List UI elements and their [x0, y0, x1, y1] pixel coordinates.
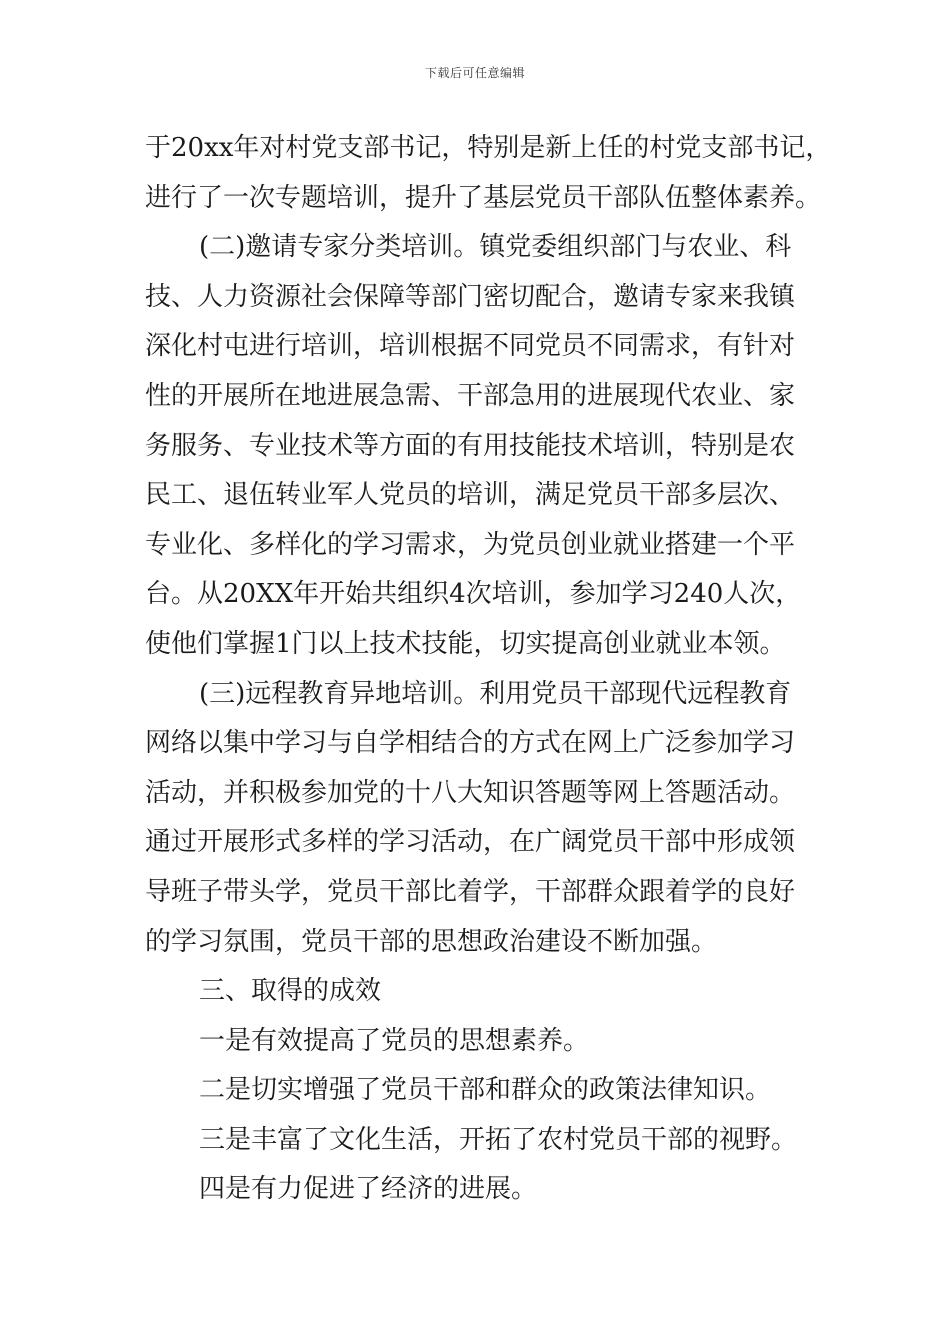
text-line: 一是有效提高了党员的思想素养。 — [199, 1025, 590, 1056]
text-line: 技、人力资源社会保障等部门密切配合，邀请专家来我镇 — [145, 281, 796, 312]
text-line: 务服务、专业技术等方面的有用技能技术培训，特别是农 — [145, 430, 796, 461]
text-line: 的学习氛围，党员干部的思想政治建设不断加强。 — [145, 926, 718, 957]
header-note: 下载后可任意编辑 — [424, 66, 525, 80]
text-line: 活动，并积极参加党的十八大知识答题等网上答题活动。 — [145, 777, 796, 808]
section-heading: 三、取得的成效 — [199, 976, 382, 1007]
text-line: (二)邀请专家分类培训。镇党委组织部门与农业、科 — [199, 232, 792, 263]
document-body — [145, 124, 832, 1215]
text-line: 台。从20XX年开始共组织4次培训，参加学习240人次， — [145, 579, 802, 610]
text-line: (三)远程教育异地培训。利用党员干部现代远程教育 — [199, 678, 792, 709]
text-line: 性的开展所在地进展急需、干部急用的进展现代农业、家 — [145, 380, 796, 411]
text-line: 通过开展形式多样的学习活动，在广阔党员干部中形成领 — [145, 827, 796, 858]
text-line: 三是丰富了文化生活，开拓了农村党员干部的视野。 — [199, 1124, 798, 1155]
text-line: 于20xx年对村党支部书记，特别是新上任的村党支部书记， — [145, 133, 832, 163]
text-line: 二是切实增强了党员干部和群众的政策法律知识。 — [199, 1075, 772, 1106]
text-line: 进行了一次专题培训，提升了基层党员干部队伍整体素养。 — [145, 182, 822, 213]
text-line: 导班子带头学，党员干部比着学，干部群众跟着学的良好 — [145, 876, 796, 907]
text-line: 网络以集中学习与自学相结合的方式在网上广泛参加学习 — [145, 728, 796, 759]
text-line: 深化村屯进行培训，培训根据不同党员不同需求，有针对 — [145, 331, 796, 362]
text-line: 民工、退伍转业军人党员的培训，满足党员干部多层次、 — [145, 480, 796, 511]
text-line: 专业化、多样化的学习需求，为党员创业就业搭建一个平 — [145, 529, 796, 560]
text-line: 使他们掌握1门以上技术技能，切实提高创业就业本领。 — [145, 628, 786, 659]
text-line: 四是有力促进了经济的进展。 — [199, 1174, 538, 1205]
